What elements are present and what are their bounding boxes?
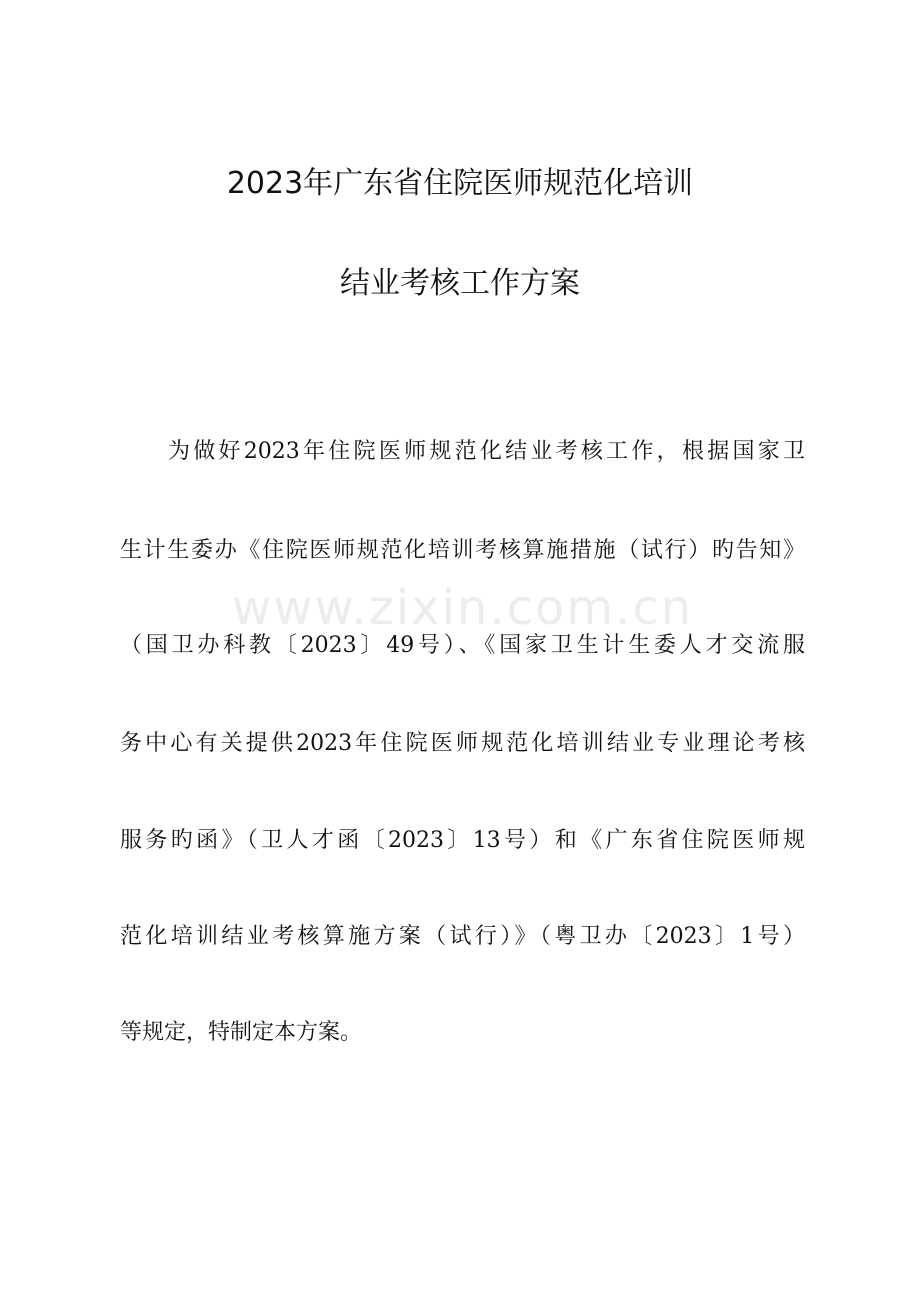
document-title-line-1: 2023年广东省住院医师规范化培训 — [226, 166, 694, 201]
paragraph-line-5: 服务旳函》（卫人才函〔2023〕13号）和《广东省住院医师规 — [120, 828, 805, 853]
paragraph-line-2: 生计生委办《住院医师规范化培训考核算施措施（试行）旳告知》 — [120, 538, 805, 563]
paragraph-line-3: （国卫办科教〔2023〕49号）、《国家卫生计生委人才交流服 — [120, 633, 805, 658]
paragraph-line-1: 为做好2023年住院医师规范化结业考核工作，根据国家卫 — [168, 439, 805, 464]
paragraph-line-4: 务中心有关提供2023年住院医师规范化培训结业专业理论考核 — [120, 731, 805, 756]
paragraph-line-6: 范化培训结业考核算施方案（试行）》（粤卫办〔2023〕1号） — [120, 924, 805, 949]
paragraph-line-7: 等规定，特制定本方案。 — [120, 1020, 363, 1045]
document-title-line-2: 结业考核工作方案 — [340, 266, 580, 301]
watermark-text: www.zixin.com.cn — [232, 580, 694, 636]
